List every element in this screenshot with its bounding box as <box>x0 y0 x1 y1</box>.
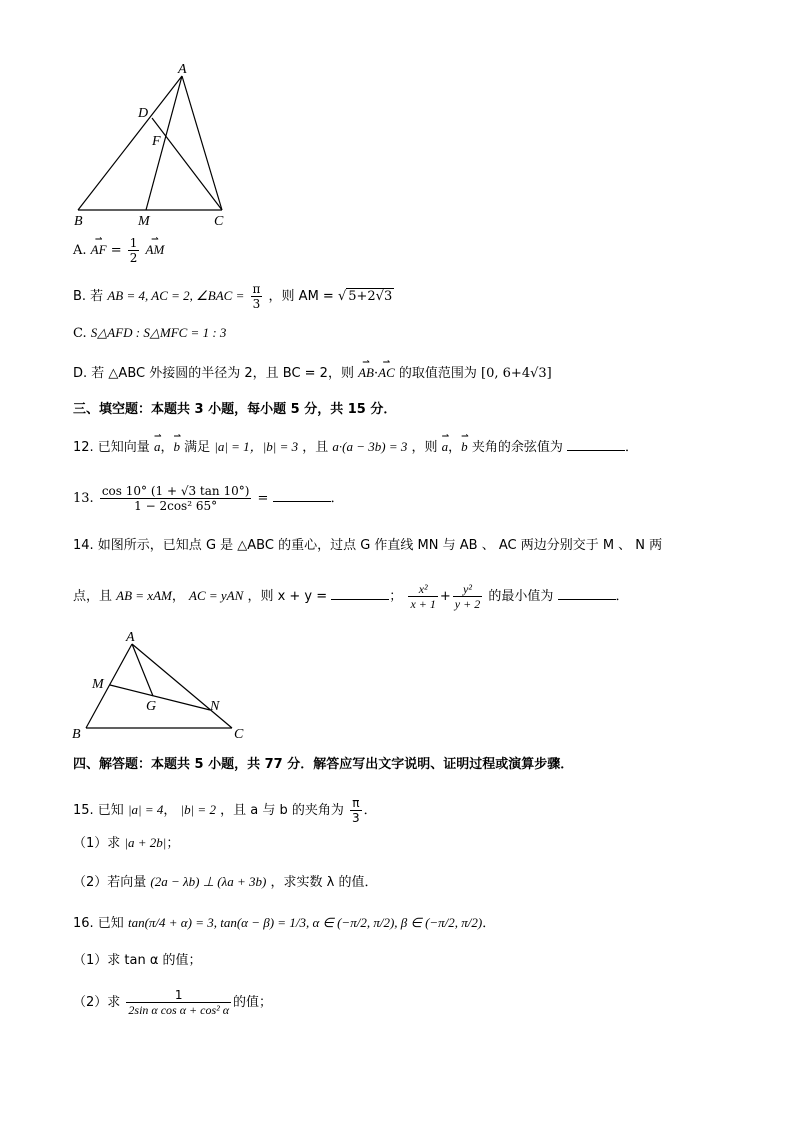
edge-ab <box>78 76 182 210</box>
label-N: N <box>210 699 220 714</box>
label-C: C <box>234 727 244 742</box>
vector-am: ⇀ AM <box>146 241 165 259</box>
section-4-heading: 四、解答题：本题共 5 小题，共 77 分．解答应写出文字说明、证明过程或演算步骤． <box>73 757 574 772</box>
label-A: A <box>178 62 187 77</box>
question-15-part-1: （1）求 |a + 2b|； <box>73 835 180 851</box>
triangle-figure-2 <box>66 628 256 743</box>
option-d: D. 若 △ABC 外接圆的半径为 2，且 BC = 2，则 ⇀ AB·⇀ AC 的取值范围为 [0, 6+4√3] <box>73 364 552 383</box>
label-B: B <box>72 727 81 742</box>
option-c: C. S△AFD : S△MFC = 1 : 3 <box>73 325 227 341</box>
question-12: 12. 已知向量 ⇀ a，⇀ b 满足 |a| = 1，|b| = 3 ，且 a·(a − 3b) = 3 ，则 ⇀ a，⇀ b 夹角的余弦值为 ． <box>73 438 638 457</box>
question-15: 15. 已知 |a| = 4， |b| = 2 ，且 a 与 b 的夹角为 $\frac{\pi}{3}$ ． <box>73 796 377 825</box>
label-A: A <box>126 630 135 645</box>
section-3-heading: 三、填空题：本题共 3 小题，每小题 5 分，共 15 分． <box>73 402 397 417</box>
question-16-part-2: （2）求 $\frac{1}{\text{2sin α cos α + cos² α}}$ 的值； <box>73 988 273 1017</box>
answer-blank-14b <box>558 587 616 600</box>
answer-blank-14a <box>331 587 389 600</box>
median-from-a <box>132 644 153 696</box>
label-C: C <box>214 214 224 229</box>
label-M: M <box>92 677 104 692</box>
label-D: D <box>138 106 149 121</box>
label-F: F <box>152 134 161 149</box>
question-13: 13. $\frac{\cos 10^\circ (1 + √3 \tan 10^\circ)}{\text{1 − 2cos² 65°}}$ = ． <box>73 484 344 513</box>
option-a: A. ⇀ AF = $\frac{1}{2}$ ⇀ AM <box>73 236 164 265</box>
question-15-part-2: （2）若向量 (2a − λb) ⊥ (λa + 3b) ，求实数 λ 的值． <box>73 874 378 890</box>
answer-blank-12 <box>567 438 625 451</box>
label-B: B <box>74 214 83 229</box>
question-16-part-1: （1）求 tan α 的值； <box>73 953 202 968</box>
edge-ac <box>132 644 232 728</box>
segment-dc <box>152 118 222 210</box>
label-M: M <box>138 214 150 229</box>
question-16: 16. 已知 tan(π/4 + α) = 3, tan(α − β) = 1/3, α ∈ (−π/2, π/2), β ∈ (−π/2, π/2)． <box>73 915 496 931</box>
label-G: G <box>146 699 157 714</box>
triangle-figure-1 <box>60 60 250 235</box>
vector-af: ⇀ AF <box>91 241 107 259</box>
option-b: B. 若 AB = 4, AC = 2, ∠BAC = $\frac{\pi}{3}$ ，则 AM = √ 5+2√3 <box>73 282 393 311</box>
answer-blank-13 <box>273 489 331 502</box>
edge-ac <box>182 76 222 210</box>
question-14-line-2: 点，且 AB = xAM， AC = yAN ，则 x + y = ； $\frac{\text{x²}}{x + 1}$ + $\frac{\text{y²}}{y + 2}$ 的最小值为 ． <box>73 582 629 611</box>
question-14-line-1: 14. 如图所示，已知点 G 是 △ABC 的重心，过点 G 作直线 MN 与 AB 、 AC 两边分别交于 M 、 N 两 <box>73 538 663 553</box>
